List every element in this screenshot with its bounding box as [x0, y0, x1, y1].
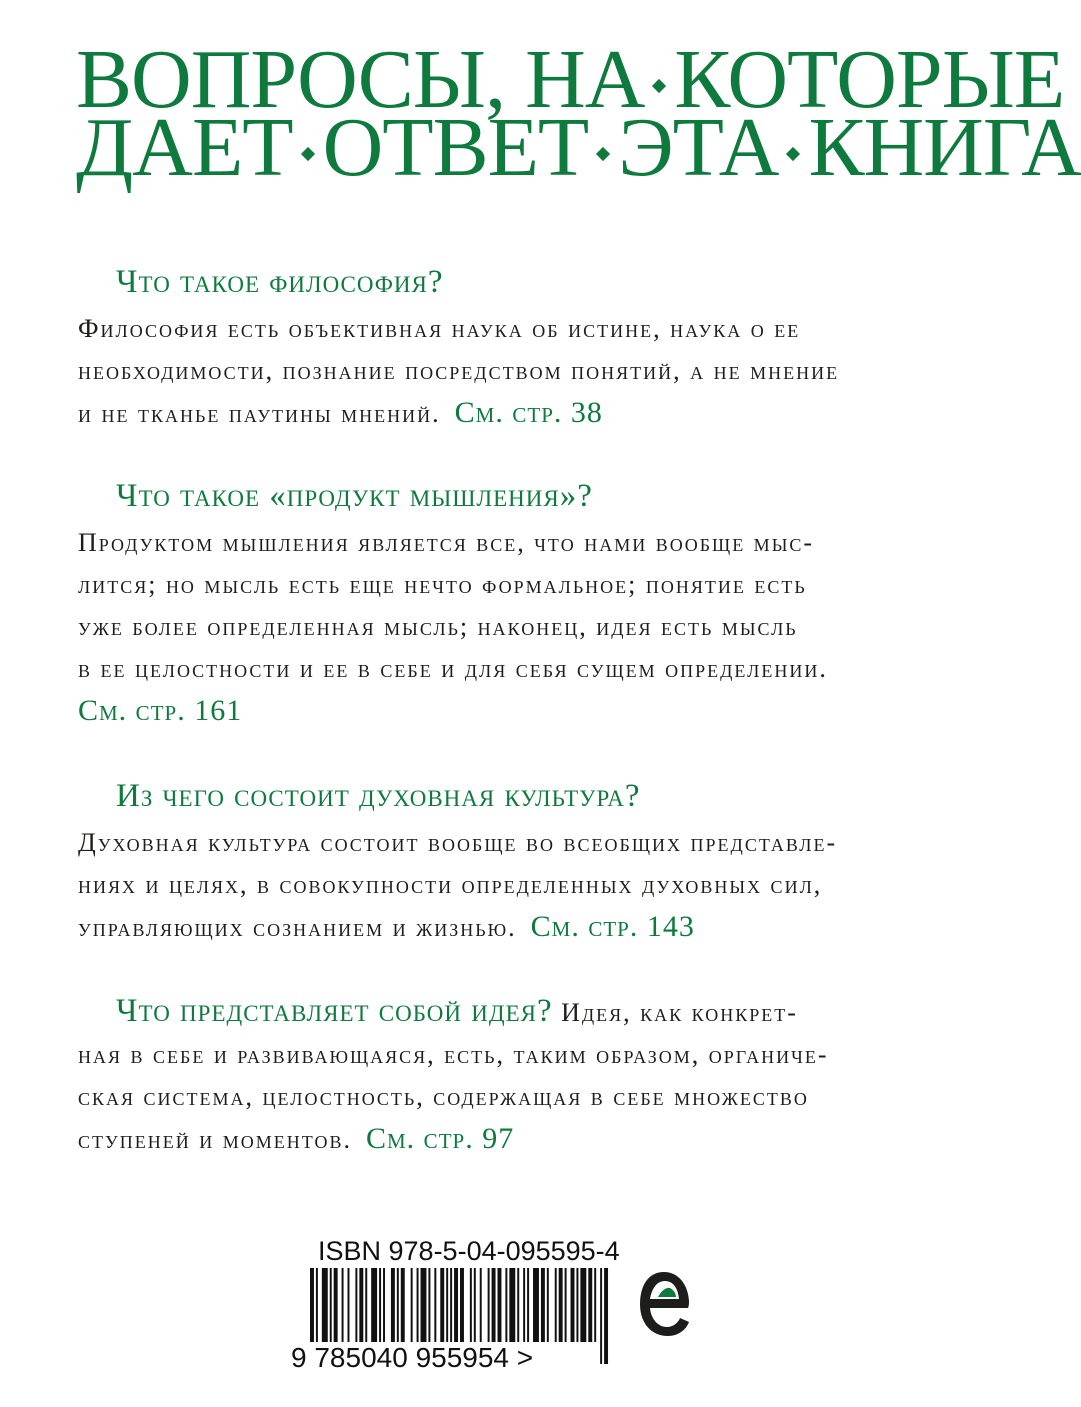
barcode-bar: [359, 1268, 363, 1342]
barcode-bar: [434, 1268, 436, 1342]
barcode-bar: [565, 1268, 567, 1342]
barcode-bar: [348, 1268, 350, 1342]
barcode-bar: [492, 1268, 496, 1342]
barcode-bar: [334, 1268, 338, 1342]
cover-title: [76, 33, 1081, 194]
barcode-bar: [417, 1268, 419, 1342]
page-reference: См. стр. 161: [78, 694, 243, 727]
barcode-bar: [421, 1268, 427, 1342]
barcode-bar: [450, 1268, 452, 1342]
barcode-bar: [391, 1268, 395, 1342]
barcode-bar: [470, 1268, 472, 1342]
question-heading: Что представляет собой идея?: [116, 993, 553, 1029]
barcode-bar: [397, 1268, 399, 1342]
barcode-bar: [576, 1268, 578, 1342]
barcode-bar: [527, 1268, 529, 1342]
answer-text: Что представляет собой идея? Идея, как конкрет- ная в себе и развивающаяся, есть, таким образом, органиче- ская система, целостность, содержащая в себе множество ступеней и моментов. См. стр. 97: [78, 993, 829, 1155]
barcode-bar: [355, 1268, 357, 1342]
answer-text: Философия есть объективная наука об истине, наука о ее необходимости, познание посредством понятий, а не мнение и не тканье паутины мнений. См. стр. 38: [78, 314, 840, 429]
page-reference: См. стр. 38: [454, 396, 603, 429]
barcode-bar: [440, 1268, 444, 1342]
barcode-bar: [509, 1268, 515, 1342]
barcode-digits: 9 785040 955954 >: [291, 1342, 534, 1373]
isbn-label: ISBN 978-5-04-095595-4: [318, 1236, 620, 1266]
barcode-bar: [474, 1268, 476, 1342]
barcode-bar: [342, 1268, 344, 1342]
barcode-bar: [555, 1268, 557, 1342]
barcode-bar: [559, 1268, 563, 1342]
barcode-bar: [594, 1268, 596, 1342]
barcode-bar: [428, 1268, 430, 1342]
barcode-bar: [547, 1268, 549, 1342]
barcode-bar: [488, 1268, 490, 1342]
barcode-bar: [571, 1268, 575, 1342]
eksmo-logo-icon: [636, 1266, 692, 1342]
page-reference: См. стр. 97: [366, 1122, 515, 1155]
qa-block-philosophy: [78, 262, 900, 435]
title-line-2: ДАЕТ ОТВЕТ ЭТА КНИГА: [76, 101, 1081, 194]
barcode-bar: [480, 1268, 482, 1342]
answer-text: Продуктом мышления является все, что нами вообще мыс- лится; но мысль есть еще нечто формальное; понятие есть уже более определенная мысль; наконец, идея есть мысль в ее целостности и ее в себе и для себя сущем определении. См. стр. 161: [78, 528, 828, 727]
barcode-bar: [411, 1268, 413, 1342]
barcode-bar: [505, 1268, 507, 1342]
question-heading: Что такое философия?: [116, 264, 444, 300]
qa-block-thought-product: [78, 476, 900, 733]
qa-block-spiritual-culture: [78, 776, 900, 949]
qa-block-idea: [78, 990, 900, 1161]
barcode-bar: [498, 1268, 502, 1342]
barcode-bar: [580, 1268, 586, 1342]
barcode-bar: [588, 1268, 592, 1342]
answer-text: Духовная культура состоит вообще во всеобщих представле- ниях и целях, в совокупности определенных духовных сил, управляющих сознанием и жизнью. См. стр. 143: [78, 828, 838, 943]
barcode-bar: [533, 1268, 539, 1342]
page-reference: См. стр. 143: [530, 910, 695, 943]
barcode-bar: [371, 1268, 377, 1342]
barcode-bar: [383, 1268, 385, 1342]
barcode-bar: [446, 1268, 448, 1342]
barcode-bar: [330, 1268, 332, 1342]
question-heading: Что такое «продукт мышления»?: [116, 478, 593, 514]
barcode-bar: [401, 1268, 405, 1342]
barcode-bar: [379, 1268, 381, 1342]
barcode-bar: [322, 1268, 328, 1342]
barcode-bar: [517, 1268, 519, 1342]
question-heading: Из чего состоит духовная культура?: [116, 778, 641, 814]
barcode-bar: [523, 1268, 525, 1342]
title-line-1: ВОПРОСЫ, НА КОТОРЫЕ: [76, 33, 1065, 126]
barcode-bar: [365, 1268, 367, 1342]
barcode-bar: [541, 1268, 545, 1342]
